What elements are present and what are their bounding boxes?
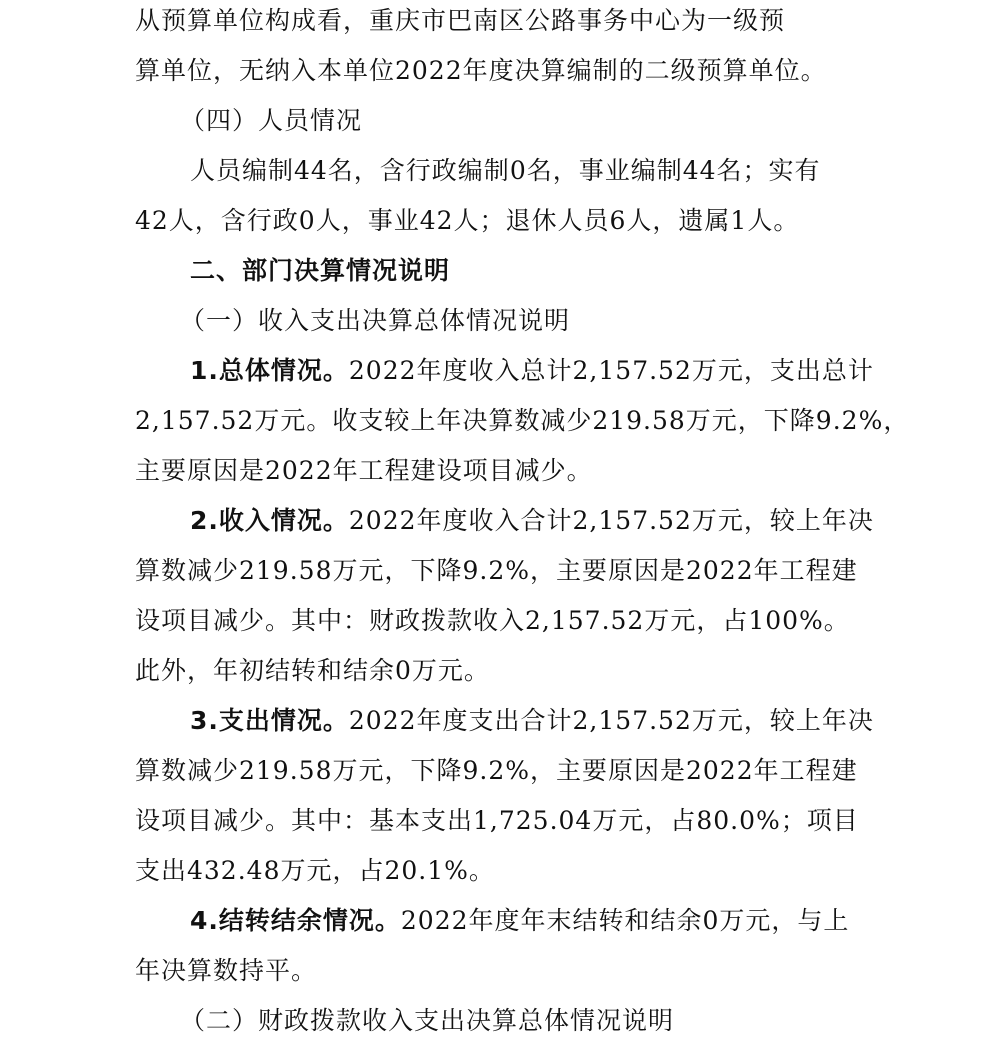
paragraph-line: 从预算单位构成看，重庆市巴南区公路事务中心为一级预 xyxy=(135,6,786,35)
paragraph-line: 42人，含行政0人，事业42人；退休人员6人，遗属1人。 xyxy=(135,206,800,235)
paragraph-line-income xyxy=(190,504,874,538)
lead-carryover: 4.结转结余情况。 xyxy=(190,906,401,935)
paragraph-line: 主要原因是2022年工程建设项目减少。 xyxy=(135,456,593,485)
paragraph-line: 年决算数持平。 xyxy=(135,956,318,985)
paragraph-line: 此外，年初结转和结余0万元。 xyxy=(135,656,490,685)
paragraph-line: 人员编制44名，含行政编制0名，事业编制44名；实有 xyxy=(190,156,821,185)
lead-income: 2.收入情况。 xyxy=(190,506,349,535)
paragraph-line: 算数减少219.58万元，下降9.2%，主要原因是2022年工程建 xyxy=(135,756,858,785)
paragraph-text: 2022年度支出合计2,157.52万元，较上年决 xyxy=(348,706,874,735)
subsection-heading-fiscal-appropriation: （二）财政拨款收入支出决算总体情况说明 xyxy=(180,1006,675,1035)
paragraph-line: 算数减少219.58万元，下降9.2%，主要原因是2022年工程建 xyxy=(135,556,858,585)
subsection-heading-income-expense: （一）收入支出决算总体情况说明 xyxy=(180,306,571,335)
lead-expense: 3.支出情况。 xyxy=(190,706,349,735)
paragraph-line: 设项目减少。其中：财政拨款收入2,157.52万元，占100%。 xyxy=(135,606,850,635)
lead-total: 1.总体情况。 xyxy=(190,356,349,385)
paragraph-text: 2022年度收入合计2,157.52万元，较上年决 xyxy=(348,506,874,535)
paragraph-text: 2022年度收入总计2,157.52万元，支出总计 xyxy=(348,356,874,385)
paragraph-text: 2022年度年末结转和结余0万元，与上 xyxy=(400,906,850,935)
section-heading-personnel: （四）人员情况 xyxy=(180,106,363,135)
paragraph-line: 2,157.52万元。收支较上年决算数减少219.58万元，下降9.2%， xyxy=(135,406,910,435)
paragraph-line-expense xyxy=(190,704,874,738)
paragraph-line: 算单位，无纳入本单位2022年度决算编制的二级预算单位。 xyxy=(135,56,827,85)
paragraph-line-total xyxy=(190,354,874,388)
section-heading-final-accounts: 二、部门决算情况说明 xyxy=(190,256,451,285)
paragraph-line: 支出432.48万元，占20.1%。 xyxy=(135,856,495,885)
paragraph-line-carryover xyxy=(190,904,849,938)
paragraph-line: 设项目减少。其中：基本支出1,725.04万元，占80.0%；项目 xyxy=(135,806,859,835)
